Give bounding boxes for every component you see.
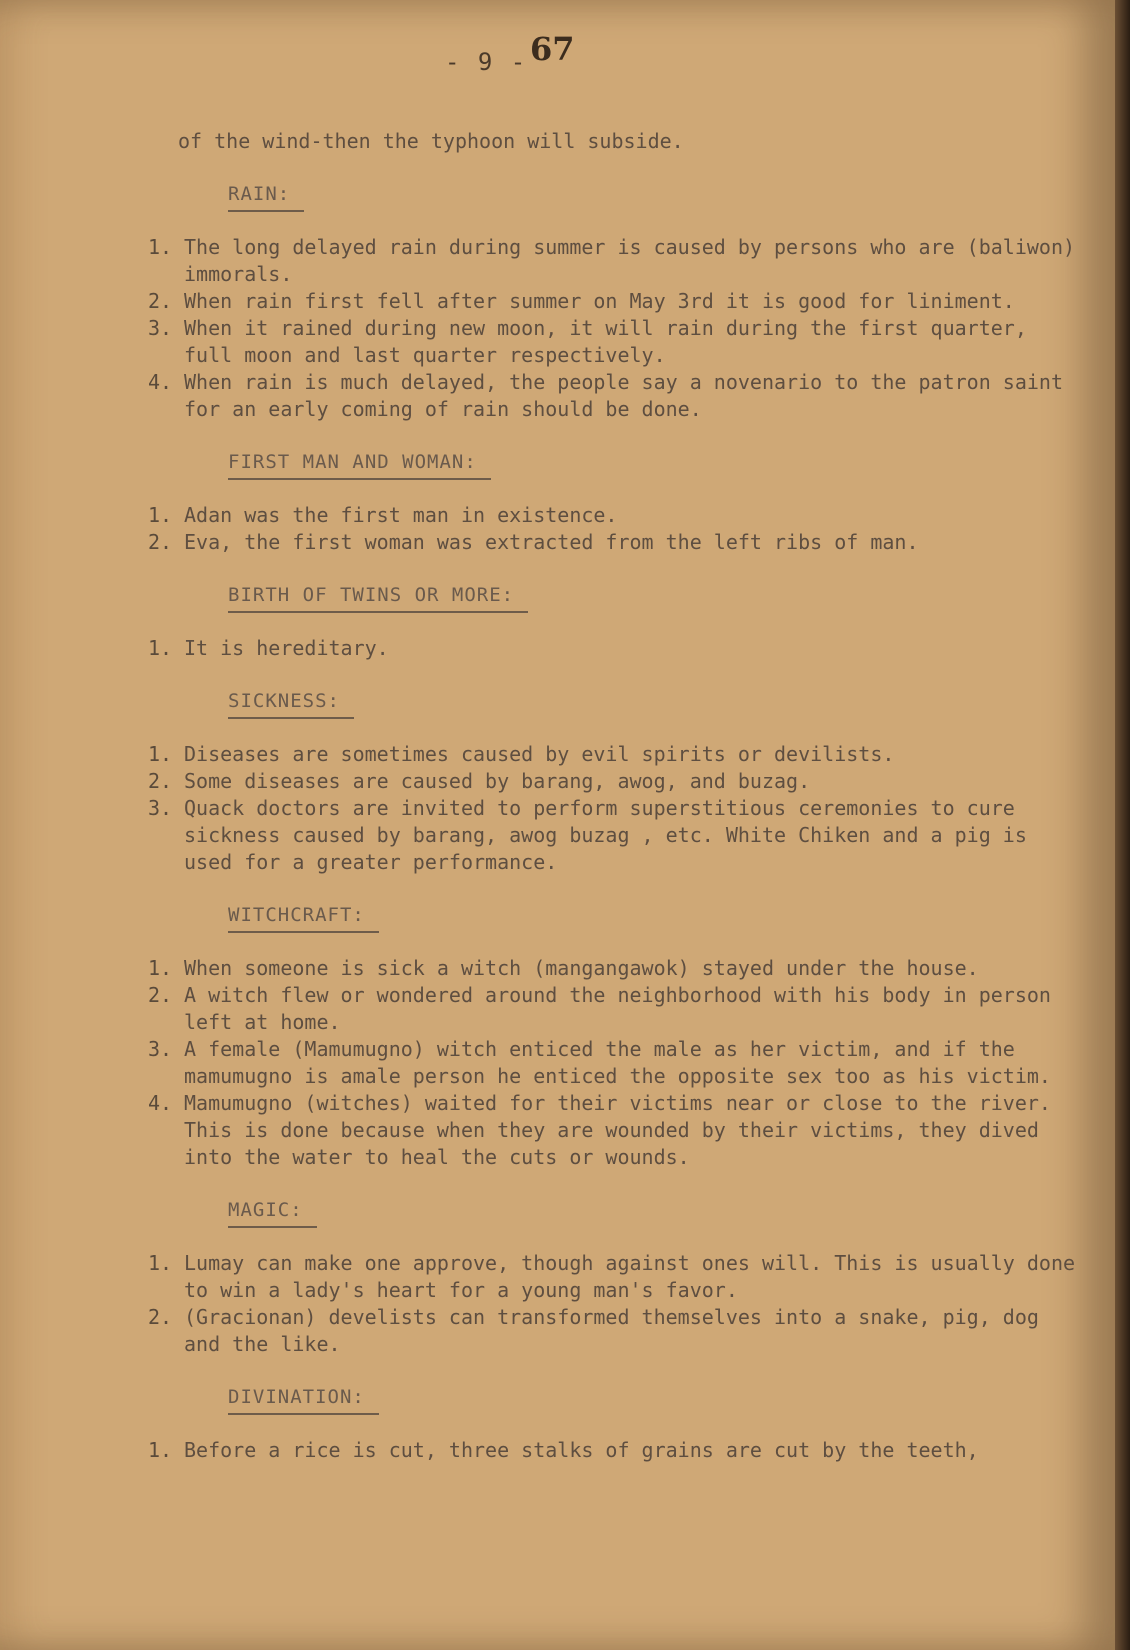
- item-text: A witch flew or wondered around the neighborhood with his body in person left at home.: [184, 983, 1051, 1034]
- section-heading: RAIN:: [228, 181, 304, 212]
- item-list: [148, 1250, 1078, 1358]
- item-text: Adan was the first man in existence.: [184, 503, 618, 527]
- page-edge: [1115, 0, 1130, 1650]
- list-item: [148, 502, 1078, 529]
- list-item: [148, 529, 1078, 556]
- item-number: 2.: [148, 1305, 173, 1329]
- list-item: [148, 955, 1078, 982]
- section-heading: WITCHCRAFT:: [228, 902, 379, 933]
- item-text: (Gracionan) develists can transformed themselves into a snake, pig, dog and the like.: [184, 1305, 1039, 1356]
- section: [148, 448, 1078, 556]
- item-number: 2.: [148, 983, 173, 1007]
- section-heading: MAGIC:: [228, 1197, 317, 1228]
- list-item: [148, 1437, 1078, 1464]
- item-number: 1.: [148, 636, 173, 660]
- item-text: Mamumugno (witches) waited for their victims near or close to the river. This is done because when they are wounded by their victims, they dived into the water to heal the cuts or wounds.: [184, 1091, 1051, 1169]
- item-list: [148, 1437, 1078, 1464]
- item-text: The long delayed rain during summer is caused by persons who are (baliwon) immorals.: [184, 235, 1076, 286]
- item-number: 2.: [148, 289, 173, 313]
- section: [148, 1196, 1078, 1358]
- item-number: 1.: [148, 742, 173, 766]
- item-text: A female (Mamumugno) witch enticed the male as her victim, and if the mamumugno is amale person he enticed the opposite sex too as his victim.: [184, 1037, 1051, 1088]
- section: [148, 687, 1078, 876]
- item-list: [148, 234, 1078, 423]
- section: [148, 581, 1078, 662]
- item-number: 2.: [148, 769, 173, 793]
- item-number: 4.: [148, 1091, 173, 1115]
- item-text: Lumay can make one approve, though against ones will. This is usually done to win a lady's heart for a young man's favor.: [184, 1251, 1076, 1302]
- section-heading: SICKNESS:: [228, 688, 354, 719]
- sections-container: [148, 180, 1078, 1464]
- list-item: [148, 1090, 1078, 1171]
- item-text: Some diseases are caused by barang, awog, and buzag.: [184, 769, 811, 793]
- list-item: [148, 1250, 1078, 1304]
- intro-line: of the wind-then the typhoon will subside.: [178, 129, 684, 153]
- list-item: [148, 635, 1078, 662]
- section: [148, 1383, 1078, 1464]
- list-item: [148, 1304, 1078, 1358]
- list-item: [148, 315, 1078, 369]
- item-list: [148, 955, 1078, 1171]
- list-item: [148, 741, 1078, 768]
- item-number: 2.: [148, 530, 173, 554]
- item-number: 4.: [148, 370, 173, 394]
- item-number: 1.: [148, 1438, 173, 1462]
- item-text: When someone is sick a witch (mangangawok) stayed under the house.: [184, 956, 979, 980]
- section-heading: BIRTH OF TWINS OR MORE:: [228, 582, 528, 613]
- item-number: 1.: [148, 956, 173, 980]
- list-item: [148, 795, 1078, 876]
- item-text: When it rained during new moon, it will rain during the first quarter, full moon and last quarter respectively.: [184, 316, 1027, 367]
- list-item: [148, 288, 1078, 315]
- item-list: [148, 502, 1078, 556]
- section-heading: DIVINATION:: [228, 1384, 379, 1415]
- item-list: [148, 741, 1078, 876]
- item-text: Quack doctors are invited to perform superstitious ceremonies to cure sickness caused by barang, awog buzag , etc. White Chiken and a pig is used for a greater performance.: [184, 796, 1027, 874]
- item-text: When rain first fell after summer on May 3rd it is good for liniment.: [184, 289, 1015, 313]
- item-number: 1.: [148, 235, 173, 259]
- item-text: Eva, the first woman was extracted from the left ribs of man.: [184, 530, 919, 554]
- section: [148, 901, 1078, 1171]
- section-heading: FIRST MAN AND WOMAN:: [228, 449, 491, 480]
- section: [148, 180, 1078, 423]
- list-item: [148, 234, 1078, 288]
- list-item: [148, 768, 1078, 795]
- item-number: 3.: [148, 1037, 173, 1061]
- item-number: 3.: [148, 796, 173, 820]
- list-item: [148, 982, 1078, 1036]
- item-number: 1.: [148, 1251, 173, 1275]
- page-marker: - 9 -: [445, 48, 528, 76]
- item-text: Diseases are sometimes caused by evil spirits or devilists.: [184, 742, 895, 766]
- item-number: 1.: [148, 503, 173, 527]
- list-item: [148, 1036, 1078, 1090]
- item-text: Before a rice is cut, three stalks of grains are cut by the teeth,: [184, 1438, 979, 1462]
- page-number-stamp: 67: [530, 30, 575, 68]
- item-text: When rain is much delayed, the people say a novenario to the patron saint for an early coming of rain should be done.: [184, 370, 1063, 421]
- list-item: [148, 369, 1078, 423]
- page-body: [148, 128, 1078, 1464]
- item-text: It is hereditary.: [184, 636, 389, 660]
- item-number: 3.: [148, 316, 173, 340]
- item-list: [148, 635, 1078, 662]
